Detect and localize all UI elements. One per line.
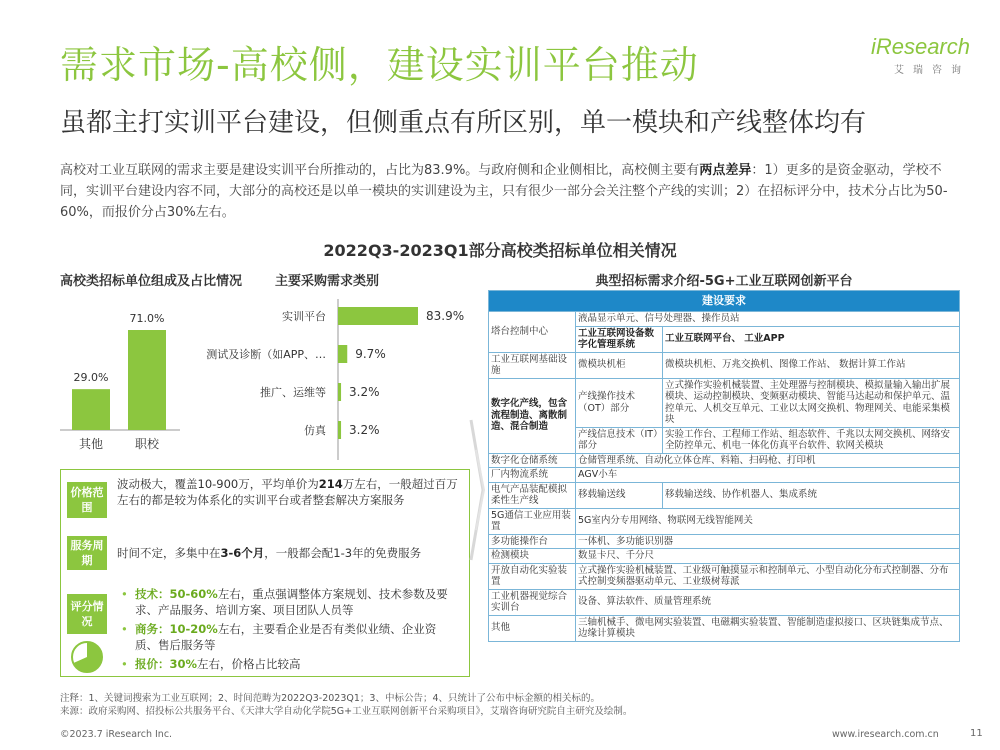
- table-cell: 移载输送线、协作机器人、集成系统: [663, 482, 960, 508]
- data-label: 29.0%: [73, 371, 109, 385]
- demand-hbar-chart: [185, 295, 470, 460]
- score-label: 评分情况: [67, 594, 107, 634]
- data-label: 3.2%: [349, 423, 380, 437]
- data-label: 83.9%: [426, 309, 465, 323]
- notes-line-2: 来源：政府采购网、招投标公共服务平台、《天津大学自动化学院5G+工业互联网创新平台采购项目》，艾瑞咨询研究院自主研究及绘制。: [60, 706, 633, 717]
- intro-text-1: 高校对工业互联网的需求主要是建设实训平台所推动的，占比为83.9%。与政府侧和企业侧相比，高校侧主要有: [60, 163, 700, 178]
- table-cell: 仓储管理系统、自动化立体仓库、料箱、扫码枪、打印机: [576, 453, 960, 468]
- table-cell: 5G室内分专用网络、物联网无线智能网关: [576, 508, 960, 534]
- service-label: 服务周期: [67, 536, 107, 570]
- score-text: [117, 586, 459, 675]
- score-item-business-text: 左右，主要看企业是否有类似业绩、企业资质、售后服务等: [135, 622, 437, 652]
- data-label: 71.0%: [129, 312, 165, 325]
- table-row: [489, 615, 960, 641]
- table-header-row: [489, 291, 960, 312]
- section-title: 2022Q3-2023Q1部分高校类招标单位相关情况: [323, 241, 677, 260]
- intro-paragraph: [60, 160, 950, 223]
- table-cell: 实验工作台、工程师工作站、组态软件、千兆以太网交换机、网络安全防控单元、机电一体化仿真平台软件、软网关模块: [663, 427, 960, 453]
- table-cell: 设备、算法软件、质量管理系统: [576, 589, 960, 615]
- score-row: [61, 584, 469, 672]
- iresearch-logo: [858, 34, 970, 76]
- table-cell: 数显卡尺、千分尺: [576, 549, 960, 564]
- requirements-table: [488, 290, 960, 642]
- table-cell-bold: 数字化产线，包含流程制造、离散制造、混合制造: [491, 398, 568, 433]
- tick-label: 推广、运维等: [260, 386, 326, 399]
- table-cell: [576, 326, 663, 352]
- score-item-business-bold: 商务：10-20%: [135, 622, 218, 636]
- price-bold: 214: [318, 477, 343, 491]
- bar: [338, 307, 418, 325]
- service-row: [61, 536, 469, 570]
- table-cell: 数字化仓储系统: [489, 453, 576, 468]
- middle-panel-title: 主要采购需求类别: [275, 274, 380, 289]
- page-title: 需求市场-高校侧，建设实训平台推动: [60, 43, 699, 87]
- table-row: [489, 534, 960, 549]
- table-row: [489, 549, 960, 564]
- table-cell: 多功能操作台: [489, 534, 576, 549]
- table-cell: 工业互联网基础设施: [489, 352, 576, 378]
- table-row: [489, 352, 960, 378]
- table-cell: 立式操作实验机械装置、主处理器与控制模块、模拟量输入输出扩展模块、运动控制模块、变频驱动模块、智能马达起动和保护单元、温控单元、人机交互单元、工业以太网交换机、物理网关、电能采集模块: [663, 378, 960, 427]
- notes-line-1: 注释：1、关键词搜索为工业互联网；2、时间范畴为2022Q3-2023Q1；3、中标公告；4、只统计了公布中标金额的相关标的。: [60, 693, 601, 704]
- service-text: [117, 545, 459, 561]
- info-box: [60, 469, 470, 677]
- score-item-business: [117, 621, 459, 653]
- table-cell: 产线信息技术（IT）部分: [576, 427, 663, 453]
- table-cell: 移载输送线: [576, 482, 663, 508]
- score-item-tech-text: 左右，重点强调整体方案规划、技术参数及要求、产品服务、培训方案、项目团队人员等: [135, 587, 448, 617]
- table-cell: 微模块机柜、万兆交换机、图像工作站、 数据计算工作站: [663, 352, 960, 378]
- table-cell: [663, 326, 960, 352]
- logo-sub: 艾瑞咨询: [894, 65, 970, 76]
- price-text-2: 万左右，一般超过百万左右的都是较为体系化的实训平台或者整套解决方案服务: [117, 477, 458, 507]
- price-text-1: 波动极大，覆盖10-900万，平均单价为: [117, 477, 319, 491]
- table-cell: 工业机器视觉综合实训台: [489, 589, 576, 615]
- service-text-1: 时间不定，多集中在: [117, 546, 221, 560]
- price-text: [117, 476, 459, 508]
- table-row: [489, 482, 960, 508]
- tick-label: 仿真: [304, 424, 326, 437]
- pie-icon: [70, 640, 104, 674]
- bar: [338, 421, 341, 439]
- table-cell: 塔台控制中心: [489, 312, 576, 353]
- table-row: [489, 312, 960, 327]
- left-panel-title: 高校类招标单位组成及占比情况: [60, 274, 243, 289]
- service-text-2: ，一般都会配1-3年的免费服务: [264, 546, 422, 560]
- tick-label: 职校: [134, 437, 160, 451]
- data-label: 9.7%: [355, 347, 386, 361]
- footer-copyright: ©2023.7 iResearch Inc.: [60, 729, 173, 740]
- notes: [60, 692, 632, 718]
- table-cell: 一体机、多功能识别器: [576, 534, 960, 549]
- page-number: 11: [970, 728, 983, 739]
- chevron-right-icon: [468, 300, 488, 680]
- table-row: [489, 378, 960, 427]
- table-cell: 开放自动化实验装置: [489, 563, 576, 589]
- bar: [128, 330, 166, 430]
- score-item-tech-bold: 技术：50-60%: [135, 587, 218, 601]
- table-cell: 其他: [489, 615, 576, 641]
- footer-website[interactable]: www.iresearch.com.cn: [832, 729, 939, 740]
- tick-label: 其他: [78, 437, 104, 451]
- score-item-price: [117, 656, 459, 672]
- table-cell: 三轴机械手、微电网实验装置、电磁耦实验装置、智能制造虚拟接口、区块链集成节点、边缘计算模块: [576, 615, 960, 641]
- table-cell-bold: 工业互联网平台、 工业APP: [665, 333, 785, 345]
- data-label: 3.2%: [349, 385, 380, 399]
- table-row: [489, 453, 960, 468]
- price-row: [61, 476, 469, 522]
- score-list: [117, 586, 459, 672]
- table-header: 建设要求: [489, 291, 960, 312]
- table-cell: 电气产品装配模拟柔性生产线: [489, 482, 576, 508]
- price-label: 价格范围: [67, 482, 107, 518]
- table-cell-bold: 工业互联网设备数字化管理系统: [578, 327, 655, 350]
- bar: [338, 345, 347, 363]
- composition-bar-chart: [60, 295, 180, 460]
- score-item-price-bold: 报价：30%: [135, 657, 198, 671]
- table-cell: [489, 378, 576, 453]
- service-bold: 3-6个月: [220, 546, 265, 560]
- table-cell: 检测模块: [489, 549, 576, 564]
- table-row: [489, 508, 960, 534]
- table-cell: 液晶显示单元、信号处理器、操作员站: [576, 312, 960, 327]
- table-row: [489, 589, 960, 615]
- table-row: [489, 563, 960, 589]
- table-cell: 5G通信工业应用装置: [489, 508, 576, 534]
- score-item-tech: [117, 586, 459, 618]
- table-cell: 立式操作实验机械装置、工业级可触摸显示和控制单元、小型自动化分布式控制器、分布式控制变频器驱动单元、工业级树莓派: [576, 563, 960, 589]
- bar: [72, 389, 110, 430]
- table-cell: 微模块机柜: [576, 352, 663, 378]
- score-item-price-text: 左右，价格占比较高: [197, 657, 301, 671]
- intro-bold: 两点差异: [699, 163, 752, 178]
- tick-label: 测试及诊断（如APP、…: [206, 348, 326, 361]
- intro-text-2: ：1）更多的是资金驱动，学校不同，实训平台建设内容不同，大部分的高校还是以单一模块的实训建设为主，只有很少一部分会关注整个产线的实训；2）在招标评分中，技术分占比为50-60%，而报价分占30%左右。: [60, 163, 948, 220]
- right-panel-title: 典型招标需求介绍-5G+工业互联网创新平台: [595, 274, 853, 289]
- bar: [338, 383, 341, 401]
- table-cell: AGV小车: [576, 468, 960, 483]
- page-subtitle: 虽都主打实训平台建设，但侧重点有所区别，单一模块和产线整体均有: [60, 108, 867, 138]
- logo-brand: iResearch: [870, 34, 970, 59]
- table-cell: 厂内物流系统: [489, 468, 576, 483]
- tick-label: 实训平台: [282, 310, 326, 323]
- table-row: [489, 468, 960, 483]
- table-cell: 产线操作技术（OT）部分: [576, 378, 663, 427]
